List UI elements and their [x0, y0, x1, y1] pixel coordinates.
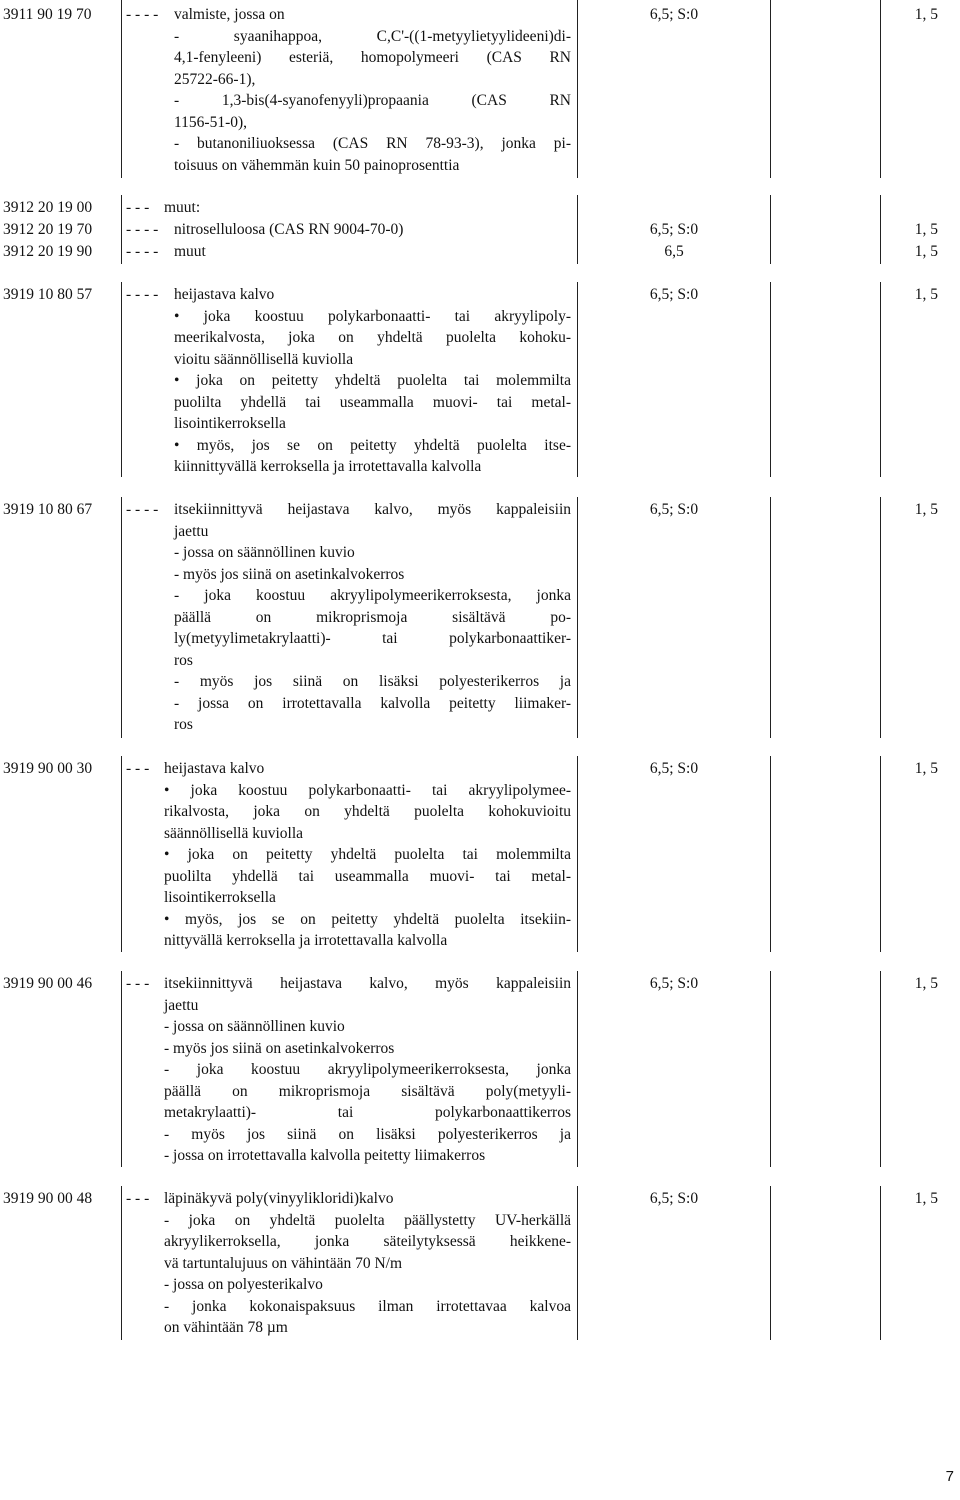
description [164, 197, 571, 219]
description-line: heijastava kalvo [174, 286, 275, 303]
description-line: rikalvosta, joka on yhdeltä puolelta kohokuvioitu [164, 803, 571, 820]
description-line: • myös, jos se on peitetty yhdeltä puolelta itse- [174, 436, 571, 454]
staging-category: 1, 5 [914, 286, 938, 303]
description-line: muut [174, 243, 206, 260]
description [174, 4, 571, 176]
description-line: • joka koostuu polykarbonaatti- tai akryylipolymee- [164, 781, 571, 799]
level-dashes: - - - [126, 760, 150, 777]
column-rule [770, 497, 771, 738]
description-line: - joka koostuu akryylipolymeerikerroksesta, jonka [164, 1061, 571, 1078]
column-rule [121, 0, 122, 178]
description-line: - syaanihappoa, C,C'-((1-metyylietyylideeni)di- [174, 27, 571, 45]
level-dashes: - - - [126, 1190, 150, 1207]
description-line: jaettu [164, 996, 199, 1014]
column-rule [121, 282, 122, 477]
description-line: päällä on mikroprismoja sisältävä po- [174, 608, 571, 626]
description-line: akryylikerroksella, jonka säteilytyksessä heikkene- [164, 1233, 571, 1250]
column-rule [577, 0, 578, 178]
column-rule [770, 195, 771, 264]
column-rule [577, 282, 578, 477]
staging-category: 1, 5 [914, 1190, 938, 1207]
description-line: nittyvällä kerroksella ja irrotettavalla kalvolla [164, 932, 448, 949]
column-rule [880, 497, 881, 738]
description-line: valmiste, jossa on [174, 6, 285, 23]
description-line: - 1,3-bis(4-syanofenyyli)propaania (CAS RN [174, 92, 571, 109]
duty-rate: 6,5; S:0 [649, 6, 699, 23]
description-line: jaettu [174, 522, 209, 540]
duty-rate: 6,5 [664, 243, 684, 260]
staging-category: 1, 5 [914, 760, 938, 777]
description-line: vä tartuntalujuus on vähintään 70 N/m [164, 1254, 403, 1272]
description-line: • joka on peitetty yhdeltä puolelta tai molemmilta [164, 846, 571, 863]
level-dashes: - - - [126, 199, 150, 216]
column-rule [577, 971, 578, 1167]
description-line: - myös jos siinä on asetinkalvokerros [164, 1039, 395, 1057]
column-rule [770, 282, 771, 477]
cn-code: 3919 10 80 57 [3, 286, 93, 303]
cn-code: 3912 20 19 00 [3, 199, 93, 216]
column-rule [121, 971, 122, 1167]
description-line: ly(metyylimetakrylaatti)- tai polykarbonaattiker- [174, 630, 571, 647]
description-line: itsekiinnittyvä heijastava kalvo, myös kappaleisiin [174, 501, 571, 518]
column-rule [770, 1186, 771, 1340]
description-line: - jossa on irrotettavalla kalvolla peitetty liimakerros [164, 1147, 486, 1164]
cn-code: 3912 20 19 70 [3, 221, 93, 238]
column-rule [121, 1186, 122, 1340]
description-line: • joka koostuu polykarbonaatti- tai akryylipoly- [174, 307, 571, 325]
description-line: säännöllisellä kuviolla [164, 824, 304, 842]
description-line: 25722-66-1), [174, 70, 256, 88]
description-line: kiinnittyvällä kerroksella ja irrotettavalla kalvolla [174, 458, 482, 475]
column-rule [577, 195, 578, 264]
staging-category: 1, 5 [914, 501, 938, 518]
cn-code: 3911 90 19 70 [3, 6, 92, 23]
column-rule [770, 971, 771, 1167]
description-line: toisuus on vähemmän kuin 50 painoprosenttia [174, 156, 460, 174]
level-dashes: - - - - [126, 6, 159, 23]
staging-category: 1, 5 [914, 221, 938, 238]
description-line: puolilta yhdellä tai useammalla muovi- tai metal- [174, 393, 571, 411]
description-line: - joka koostuu akryylipolymeerikerroksesta, jonka [174, 587, 571, 604]
column-rule [121, 756, 122, 952]
column-rule [880, 0, 881, 178]
description-line: itsekiinnittyvä heijastava kalvo, myös kappaleisiin [164, 975, 571, 992]
description-line: päällä on mikroprismoja sisältävä poly(metyyli- [164, 1082, 571, 1100]
page-number: 7 [945, 1468, 954, 1485]
duty-rate: 6,5; S:0 [649, 501, 699, 518]
description [164, 973, 571, 1167]
description [164, 1188, 571, 1339]
duty-rate: 6,5; S:0 [649, 760, 699, 777]
description-line: läpinäkyvä poly(vinyylikloridi)kalvo [164, 1190, 394, 1207]
cn-code: 3919 90 00 46 [3, 975, 93, 992]
description-line: ros [174, 651, 193, 669]
level-dashes: - - - [126, 975, 150, 992]
description-line: heijastava kalvo [164, 760, 265, 777]
description-line: • myös, jos se on peitetty yhdeltä puolelta itsekiin- [164, 910, 571, 928]
description-line: ros [174, 716, 193, 733]
column-rule [880, 1186, 881, 1340]
description-line: - jossa on polyesterikalvo [164, 1276, 323, 1293]
description-line: vioitu säännöllisellä kuviolla [174, 350, 354, 368]
staging-category: 1, 5 [914, 975, 938, 992]
description-line: • joka on peitetty yhdeltä puolelta tai molemmilta [174, 372, 571, 389]
description-line: nitroselluloosa (CAS RN 9004-70-0) [174, 221, 404, 238]
column-rule [770, 0, 771, 178]
description [174, 284, 571, 478]
description-line: puolilta yhdellä tai useammalla muovi- tai metal- [164, 867, 571, 885]
level-dashes: - - - - [126, 286, 159, 303]
description-line: - jossa on säännöllinen kuvio [164, 1018, 345, 1035]
duty-rate: 6,5; S:0 [649, 975, 699, 992]
column-rule [121, 497, 122, 738]
staging-category: 1, 5 [914, 6, 938, 23]
description-line: metakrylaatti)- tai polykarbonaattikerros [164, 1104, 571, 1121]
column-rule [880, 756, 881, 952]
description-line: muut: [164, 199, 201, 216]
cn-code: 3919 10 80 67 [3, 501, 93, 518]
description-line: - myös jos siinä on asetinkalvokerros [174, 565, 405, 583]
staging-category: 1, 5 [914, 243, 938, 260]
description-line: 1156-51-0), [174, 113, 248, 131]
column-rule [880, 282, 881, 477]
column-rule [577, 756, 578, 952]
level-dashes: - - - - [126, 221, 159, 238]
duty-rate: 6,5; S:0 [649, 1190, 699, 1207]
description-line: 4,1-fenyleeni) esteriä, homopolymeeri (CAS RN [174, 49, 571, 66]
description-line: - myös jos siinä on lisäksi polyesterikerros ja [174, 673, 571, 690]
level-dashes: - - - - [126, 243, 159, 260]
column-rule [770, 756, 771, 952]
level-dashes: - - - - [126, 501, 159, 518]
description-line: lisointikerroksella [174, 415, 286, 432]
description-line: - jossa on säännöllinen kuvio [174, 544, 355, 561]
description-line: - jonka kokonaispaksuus ilman irrotettavaa kalvoa [164, 1297, 571, 1315]
description-line: - myös jos siinä on lisäksi polyesterikerros ja [164, 1125, 571, 1143]
description-line: - jossa on irrotettavalla kalvolla peitetty liimaker- [174, 694, 571, 712]
description-line: on vähintään 78 µm [164, 1319, 288, 1336]
description-line: - butanoniliuoksessa (CAS RN 78-93-3), jonka pi- [174, 135, 571, 152]
column-rule [577, 1186, 578, 1340]
description-line: lisointikerroksella [164, 889, 276, 906]
description [174, 499, 571, 736]
duty-rate: 6,5; S:0 [649, 221, 699, 238]
column-rule [577, 497, 578, 738]
duty-rate: 6,5; S:0 [649, 286, 699, 303]
column-rule [880, 971, 881, 1167]
cn-code: 3919 90 00 48 [3, 1190, 93, 1207]
description-line: - joka on yhdeltä puolelta päällystetty UV-herkällä [164, 1211, 571, 1229]
description-line: meerikalvosta, joka on yhdeltä puolelta kohoku- [174, 329, 571, 346]
column-rule [880, 195, 881, 264]
description [174, 241, 571, 263]
description [164, 758, 571, 952]
description [174, 219, 571, 241]
column-rule [121, 195, 122, 264]
cn-code: 3912 20 19 90 [3, 243, 93, 260]
cn-code: 3919 90 00 30 [3, 760, 93, 777]
